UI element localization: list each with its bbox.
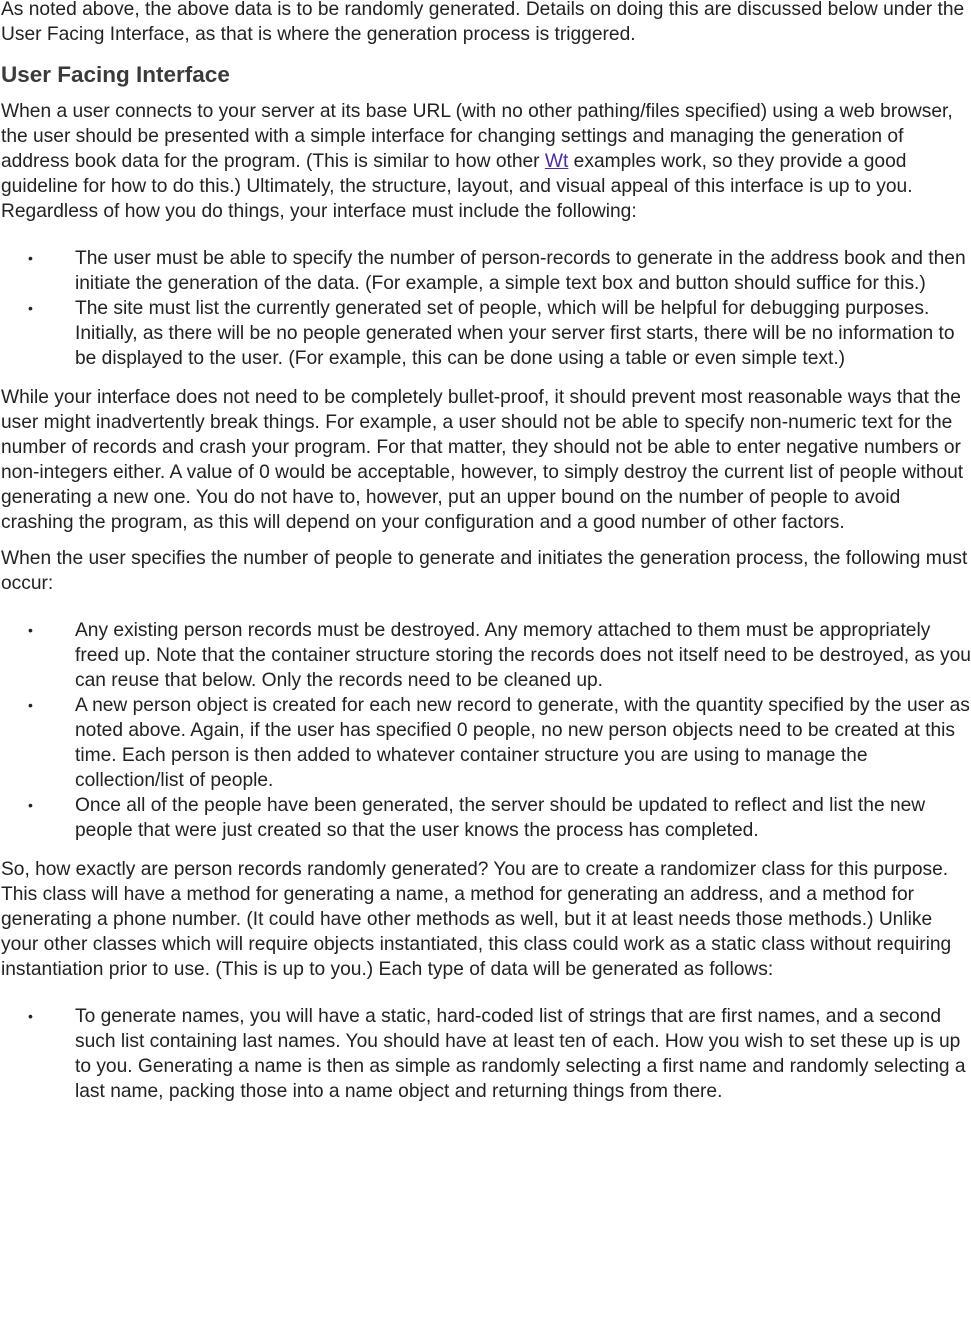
list-item	[1, 296, 971, 371]
list-item	[1, 1004, 971, 1104]
robustness-paragraph: While your interface does not need to be completely bullet-proof, it should prevent most reasonable ways that the user might inadvertently break things. For example, a user should not be able to specify non-numeric text for the number of records and crash your program. For that matter, they should not be able to enter negative numbers or non-integers either. A value of 0 would be acceptable, however, to simply destroy the current list of people without generating a new one. You do not have to, however, put an upper bound on the number of people to avoid crashing the program, as this will depend on your configuration and a good number of other factors.	[1, 387, 964, 533]
bullet-icon: •	[28, 250, 33, 266]
list-item-text: The site must list the currently generated set of people, which will be helpful for debugging purposes. Initially, as there will be no people generated when your server first starts, there will be no information to be displayed to the user. (For example, this can be done using a table or even simple text.)	[75, 298, 955, 369]
generation-paragraph: When the user specifies the number of people to generate and initiates the generation process, the following must occur:	[1, 548, 968, 594]
list-item-text: Once all of the people have been generated, the server should be updated to reflect and list the new people that were just created so that the user knows the process has completed.	[75, 795, 926, 841]
list-item-text: The user must be able to specify the number of person-records to generate in the address book and then initiate the generation of the data. (For example, a simple text box and button should suffice for this.)	[75, 248, 966, 294]
list-item-text: Any existing person records must be destroyed. Any memory attached to them must be appropriately freed up. Note that the container structure storing the records does not itself need to be destroyed, as you can reuse that below. Only the records need to be cleaned up.	[75, 620, 971, 691]
generation-steps-list	[1, 618, 971, 843]
list-item-text: A new person object is created for each new record to generate, with the quantity specified by the user as noted above. Again, if the user has specified 0 people, no new person objects need to be created at this time. Each person is then added to whatever container structure you are using to manage the collection/list of people.	[75, 695, 970, 791]
interface-paragraph	[1, 99, 971, 224]
interface-paragraph-text-start: When a user connects to your server at its base URL (with no other pathing/files specified) using a web browser, the user should be presented with a simple interface for changing settings and managing the generation of address book data for the program. (This is similar to how other	[1, 101, 953, 172]
list-item	[1, 618, 971, 693]
bullet-icon: •	[28, 797, 33, 813]
bullet-icon: •	[28, 300, 33, 316]
bullet-icon: •	[28, 1008, 33, 1024]
requirements-list	[1, 246, 971, 371]
intro-paragraph: As noted above, the above data is to be randomly generated. Details on doing this are discussed below under the User Facing Interface, as that is where the generation process is triggered.	[1, 0, 965, 45]
bullet-icon: •	[28, 697, 33, 713]
bullet-icon: •	[28, 622, 33, 638]
wt-link[interactable]: Wt	[544, 151, 569, 172]
randomizer-list	[1, 1004, 971, 1104]
interface-paragraph-text-end: examples work, so they provide a good guideline for how to do this.) Ultimately, the structure, layout, and visual appeal of this interface is up to you. Regardless of how you do things, your interface must include the following:	[1, 151, 913, 222]
list-item	[1, 693, 971, 793]
section-heading: User Facing Interface	[1, 62, 230, 87]
randomizer-paragraph: So, how exactly are person records randomly generated? You are to create a randomizer class for this purpose. This class will have a method for generating a name, a method for generating an address, and a method for generating a phone number. (It could have other methods as well, but it at least needs those methods.) Unlike your other classes which will require objects instantiated, this class could work as a static class without requiring instantiation prior to use. (This is up to you.) Each type of data will be generated as follows:	[1, 859, 952, 980]
list-item	[1, 793, 971, 843]
list-item	[1, 246, 971, 296]
list-item-text: To generate names, you will have a static, hard-coded list of strings that are first names, and a second such list containing last names. You should have at least ten of each. How you wish to set these up is up to you. Generating a name is then as simple as randomly selecting a first name and randomly selecting a last name, packing those into a name object and returning things from there.	[75, 1006, 966, 1102]
